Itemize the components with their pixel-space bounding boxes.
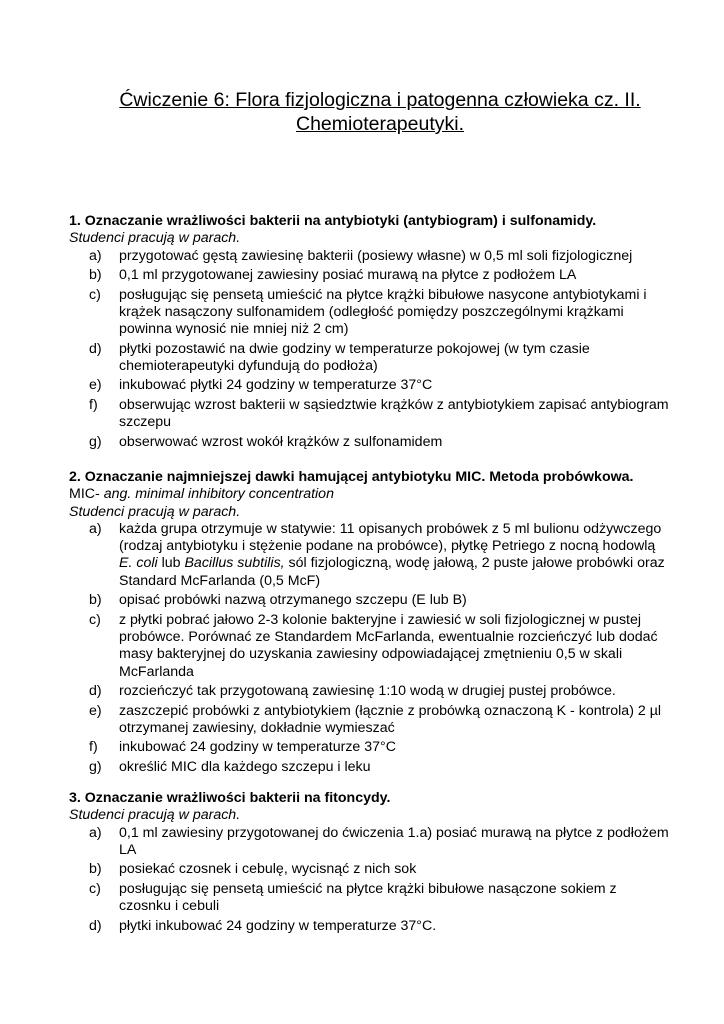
item-label: d) (89, 340, 102, 357)
item-text: przygotować gęstą zawiesinę bakterii (posiewy własne) w 0,5 ml soli fizjologicznej (119, 247, 633, 264)
mic-definition (69, 486, 669, 503)
item-text: 0,1 ml przygotowanej zawiesiny posiać murawą na płytce z podłożem LA (119, 267, 577, 284)
list-item (69, 341, 669, 376)
mic-expansion: ang. minimal inhibitory concentration (103, 486, 334, 503)
list-item (69, 612, 669, 681)
list-item (69, 825, 669, 860)
list-item (69, 287, 669, 339)
list-item (69, 397, 669, 432)
item-text: płytki inkubować 24 godziny w temperaturze 37°C. (119, 917, 437, 934)
section-subtitle: Studenci pracują w parach. (69, 503, 241, 520)
page-title (60, 88, 700, 136)
item-label: a) (89, 824, 102, 841)
section-antibiogram (69, 213, 669, 453)
item-label: e) (89, 702, 102, 719)
title-line-1: Ćwiczenie 6: Flora fizjologiczna i patogenna człowieka cz. II. (119, 89, 641, 111)
step-list (69, 521, 669, 776)
item-label: g) (89, 758, 102, 775)
section-heading: 1. Oznaczanie wrażliwości bakterii na antybiotyki (antybiogram) i sulfonamidy. (69, 213, 597, 229)
item-text: inkubować płytki 24 godziny w temperaturze 37°C (119, 377, 433, 394)
item-text: posługując się pensetą umieścić na płytce krążki bibułowe nasączone sokiem z czosnku i cebuli (119, 880, 617, 915)
item-text: inkubować 24 godziny w temperaturze 37°C (119, 739, 396, 756)
list-item (69, 377, 669, 394)
item-label: c) (89, 286, 101, 303)
title-line-2: Chemioterapeutyki. (296, 113, 464, 135)
item-text: 0,1 ml zawiesiny przygotowanej do ćwiczenia 1.a) posiać murawą na płytce z podłożem LA (119, 824, 669, 858)
item-label: b) (89, 861, 102, 878)
list-item (69, 434, 669, 451)
item-label: f) (89, 396, 98, 413)
item-text: rozcieńczyć tak przygotowaną zawiesinę 1:10 wodą w drugiej pustej probówce. (119, 683, 616, 700)
list-item (69, 683, 669, 700)
item-text: każda grupa otrzymuje w statywie: 11 opisanych probówek z 5 ml bulionu odżywczego (rodzaj antybiotyku i stężenie podane na probówce), płytkę Petriego z nocną hodowlą (119, 520, 662, 555)
section-subtitle: Studenci pracują w parach. (69, 230, 241, 247)
item-text: zaszczepić probówki z antybiotykiem (łącznie z probówką oznaczoną K - kontrola) 2 µl otrzymanej zawiesiny, dokładnie wymieszać (119, 702, 662, 736)
item-label: b) (89, 592, 102, 609)
organism-name: Bacillus subtilis, (184, 555, 285, 572)
item-text: z płytki pobrać jałowo 2-3 kolonie bakteryjne i zawiesić w soli fizjologicznej w pustej probówce. Porównać ze Standardem McFarlanda, ewentualnie rozcieńczyć lub dodać masy bakteryjnej do uzyskania zawiesiny odpowiadającej zmętnieniu 0,5 w skali McFarlanda (119, 611, 658, 680)
item-text: sól fizjologiczną, wodę jałową, 2 puste jałowe probówki oraz Standard McFarlanda (0,5 McF) (119, 555, 665, 589)
item-text: lub (157, 555, 185, 572)
item-label: d) (89, 917, 102, 934)
list-item (69, 248, 669, 265)
section-mic (69, 469, 669, 778)
step-list (69, 248, 669, 451)
list-item (69, 759, 669, 776)
item-text: posługując się pensetą umieścić na płytce krążki bibułowe nasycone antybiotykami i krążek nasączony sulfonamidem (odległość pomiędzy poszczególnymi krążkami powinna wynosić nie mniej niż 2 cm) (119, 286, 647, 338)
section-phytoncides (69, 790, 669, 937)
list-item (69, 267, 669, 284)
list-item (69, 703, 669, 738)
list-item (69, 739, 669, 756)
section-heading: 2. Oznaczanie najmniejszej dawki hamującej antybiotyku MIC. Metoda probówkowa. (69, 469, 634, 485)
list-item (69, 521, 669, 590)
item-text: posiekać czosnek i cebulę, wycisnąć z nich sok (119, 861, 417, 878)
item-text: opisać probówki nazwą otrzymanego szczepu (E lub B) (119, 592, 467, 609)
item-label: c) (89, 611, 101, 628)
step-list (69, 825, 669, 935)
item-text: płytki pozostawić na dwie godziny w temperaturze pokojowej (w tym czasie chemioterapeutyki dyfundują do podłoża) (119, 340, 590, 374)
mic-prefix: MIC- (69, 486, 104, 503)
item-label: d) (89, 683, 102, 700)
item-label: f) (89, 739, 98, 756)
item-label: e) (89, 377, 102, 394)
item-label: g) (89, 433, 102, 450)
item-label: c) (89, 880, 101, 897)
section-heading: 3. Oznaczanie wrażliwości bakterii na fitoncydy. (69, 790, 391, 806)
item-text: obserwując wzrost bakterii w sąsiedztwie krążków z antybiotykiem zapisać antybiogram szczepu (119, 396, 669, 431)
section-subtitle: Studenci pracują w parach. (69, 807, 241, 824)
list-item (69, 881, 669, 916)
list-item (69, 918, 669, 935)
item-label: b) (89, 267, 102, 284)
item-text: określić MIC dla każdego szczepu i leku (119, 758, 371, 775)
item-label: a) (89, 520, 102, 537)
item-text: obserwować wzrost wokół krążków z sulfonamidem (119, 433, 443, 450)
item-label: a) (89, 247, 102, 264)
organism-name: E. coli (119, 555, 158, 572)
list-item (69, 592, 669, 609)
list-item (69, 861, 669, 878)
